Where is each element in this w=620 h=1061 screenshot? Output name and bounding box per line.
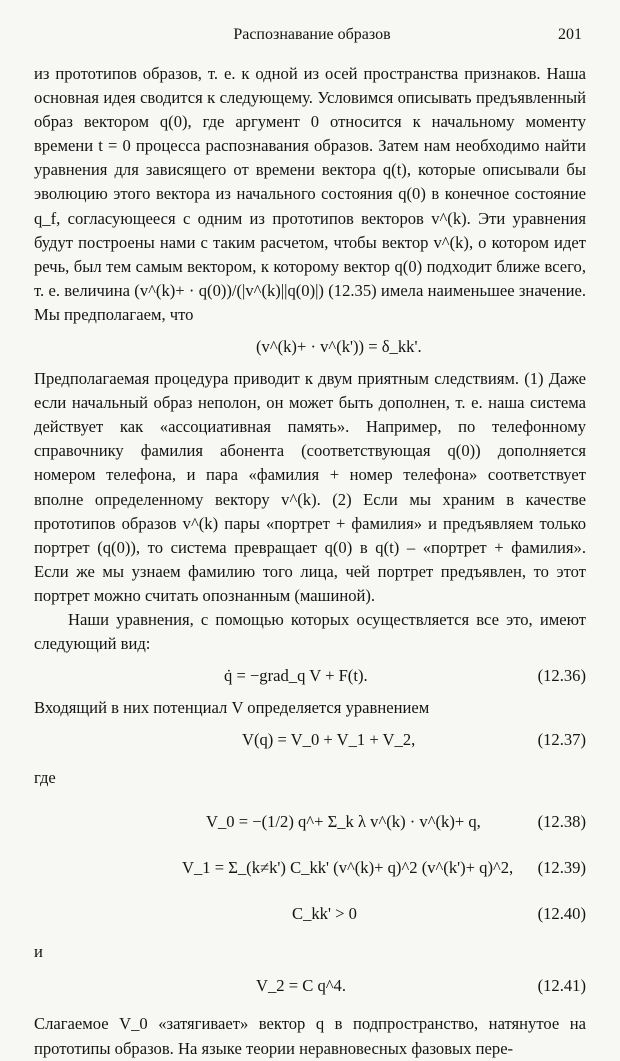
running-header: [36, 26, 588, 48]
equation-number: (12.39): [537, 858, 586, 878]
equation-number: (12.38): [537, 812, 586, 832]
equation-number: (12.41): [537, 976, 586, 996]
equation-formula: q̇ = −grad_q V + F(t).: [224, 666, 368, 686]
word-and: и: [34, 942, 43, 962]
equation-12-40: [34, 902, 586, 926]
equation-number: (12.36): [537, 666, 586, 686]
equation-formula: V_2 = C q^4.: [256, 976, 346, 996]
paragraph-intro: из прототипов образов, т. е. к одной из осей пространства признаков. Наша основная идея сводится к следующему. Условимся описывать предъявленный образ вектором q(0), где аргумент 0 относится к начальному моменту времени t = 0 процесса распознавания образов. Затем нам необходимо найти уравнения для зависящего от времени вектора q(t), которые описывали бы эволюцию этого вектора из начального состояния q(0) в конечное состояние q_f, согласующееся с одним из прототипов векторов v^(k). Эти уравнения будут построены нами с таким расчетом, чтобы вектор v^(k), о котором идет речь, был тем самым вектором, к которому вектор q(0) подходит ближе всего, т. е. величина (v^(k)+ · q(0))/(|v^(k)||q(0)|) (12.35) имела наименьшее значение. Мы предполагаем, что: [34, 64, 586, 324]
paragraph-consequences: Предполагаемая процедура приводит к двум приятным следствиям. (1) Даже если начальный образ неполон, он может быть дополнен, т. е. наша система действует как «ассоциативная память». Например, по телефонному справочнику фамилия абонента (соответствующая q(0)) дополняется номером телефона, и пара «фамилия + номер телефона» соответствует вполне определенному вектору v^(k). (2) Если мы храним в качестве прототипов образов v^(k) пары «портрет + фамилия» и предъявляем только портрет (q(0)), то система превращает q(0) в q(t) – «портрет + фамилия». Если же мы узнаем фамилию того лица, чей портрет предъявлен, то этот портрет можно считать опознанным (машиной).: [34, 369, 586, 605]
equation-12-36: [34, 664, 586, 688]
equation-12-39: [34, 856, 586, 880]
equation-formula: V_1 = Σ_(k≠k') C_kk' (v^(k)+ q)^2 (v^(k')+ q)^2,: [182, 858, 514, 878]
word-where: где: [34, 768, 56, 788]
equation-number: (12.37): [537, 730, 586, 750]
equation-formula: V_0 = −(1/2) q^+ Σ_k λ v^(k) · v^(k)+ q,: [206, 812, 481, 832]
paragraph-closing: Слагаемое V_0 «затягивает» вектор q в подпространство, натянутое на прототипы образов. На языке теории неравновесных фазовых пере-: [34, 1014, 586, 1058]
equation-formula: C_kk' > 0: [292, 904, 357, 924]
equation-orthogonality: [34, 335, 586, 359]
page-number: 201: [558, 26, 582, 43]
equation-formula: (v^(k)+ · v^(k')) = δ_kk'.: [256, 337, 422, 357]
page-body: [34, 62, 586, 1061]
equation-12-38: [34, 810, 586, 834]
equation-formula: V(q) = V_0 + V_1 + V_2,: [242, 730, 416, 750]
paragraph-equations-intro: Наши уравнения, с помощью которых осуществляется все это, имеют следующий вид:: [34, 609, 586, 654]
paragraph-potential: Входящий в них потенциал V определяется уравнением: [34, 698, 430, 718]
equation-number: (12.40): [537, 904, 586, 924]
equation-12-41: [34, 974, 586, 998]
equation-12-37: [34, 728, 586, 752]
running-title: Распознавание образов: [233, 26, 391, 43]
